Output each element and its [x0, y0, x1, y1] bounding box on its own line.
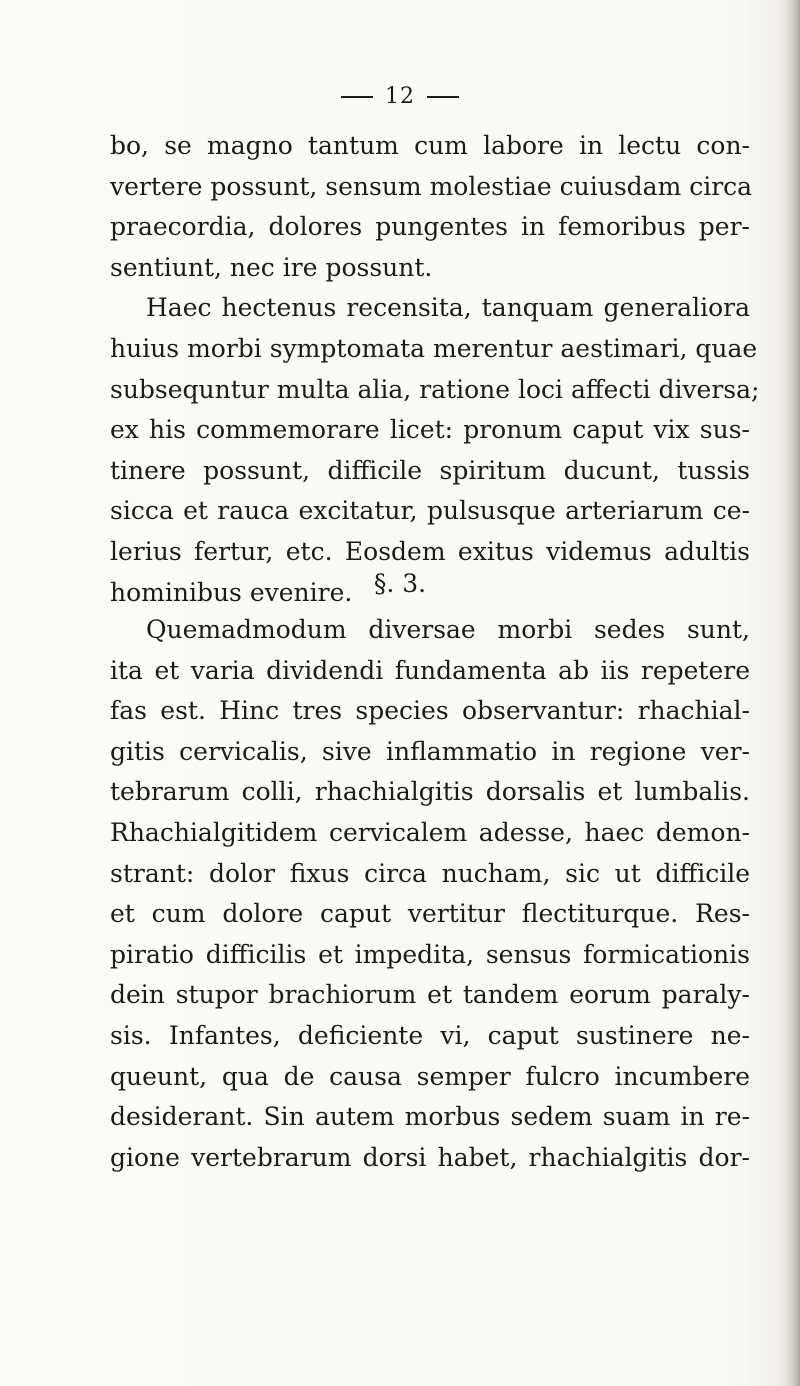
page-header — [0, 84, 800, 109]
paragraph-3-line: piratio difficilis et impedita, sensus formicationis — [110, 939, 750, 969]
paragraph-3-line: et cum dolore caput vertitur flectiturque. Res- — [110, 899, 750, 929]
header-dash-right — [427, 96, 459, 98]
paragraph-1-line: praecordia, dolores pungentes in femoribus per- — [110, 212, 750, 242]
paragraph-1-line: bo, se magno tantum cum labore in lectu con- — [110, 131, 750, 160]
paragraph-3-line: gione vertebrarum dorsi habet, rhachialgitis dor- — [110, 1142, 750, 1172]
text-block-top — [110, 126, 760, 613]
paragraph-3-line: desiderant. Sin autem morbus sedem suam in re- — [110, 1102, 750, 1132]
text-block-bottom — [110, 610, 750, 1178]
paragraph-2-line: sicca et rauca excitatur, pulsusque arteriarum ce- — [110, 496, 750, 526]
paragraph-3-line: ita et varia dividendi fundamenta ab iis repetere — [110, 655, 750, 685]
paragraph-3-line: sis. Infantes, deficiente vi, caput sustinere ne- — [110, 1020, 750, 1050]
paragraph-3-line: queunt, qua de causa semper fulcro incumbere — [110, 1061, 750, 1091]
paragraph-3-line: dein stupor brachiorum et tandem eorum paraly- — [110, 980, 750, 1010]
paragraph-2-line: ex his commemorare licet: pronum caput vix sus- — [110, 415, 750, 445]
section-heading: §. 3. — [373, 569, 427, 598]
paragraph-3-line: gitis cervicalis, sive inflammatio in regione ver- — [110, 736, 750, 766]
paragraph-2-line: tinere possunt, difficile spiritum ducunt, tussis — [110, 455, 750, 485]
paragraph-2-line: lerius fertur, etc. Eosdem exitus videmus adultis — [110, 536, 750, 566]
paragraph-3-line: tebrarum colli, rhachialgitis dorsalis et lumbalis. — [110, 777, 750, 807]
header-dash-left — [341, 96, 373, 98]
page-edge-shadow — [786, 0, 800, 1386]
paragraph-2-line: hominibus evenire. — [110, 577, 353, 607]
paragraph-3-line: strant: dolor fixus circa nucham, sic ut difficile — [110, 858, 750, 888]
paragraph-3-line: Rhachialgitidem cervicalem adesse, haec demon- — [110, 817, 750, 847]
paragraph-2-line: Haec hectenus recensita, tanquam generaliora — [146, 293, 750, 323]
paragraph-1-line: vertere possunt, sensum molestiae cuiusdam circa — [110, 171, 753, 201]
page-number: 12 — [385, 84, 415, 109]
paragraph-2-line: subsequntur multa alia, ratione loci affecti diversa; — [110, 374, 760, 404]
paragraph-3-line: fas est. Hinc tres species observantur: rhachial- — [110, 696, 750, 726]
paragraph-3-line: Quemadmodum diversae morbi sedes sunt, — [146, 615, 750, 644]
paragraph-2-line: huius morbi symptomata merentur aestimari, quae — [110, 333, 758, 363]
paragraph-1-line: sentiunt, nec ire possunt. — [110, 252, 433, 282]
